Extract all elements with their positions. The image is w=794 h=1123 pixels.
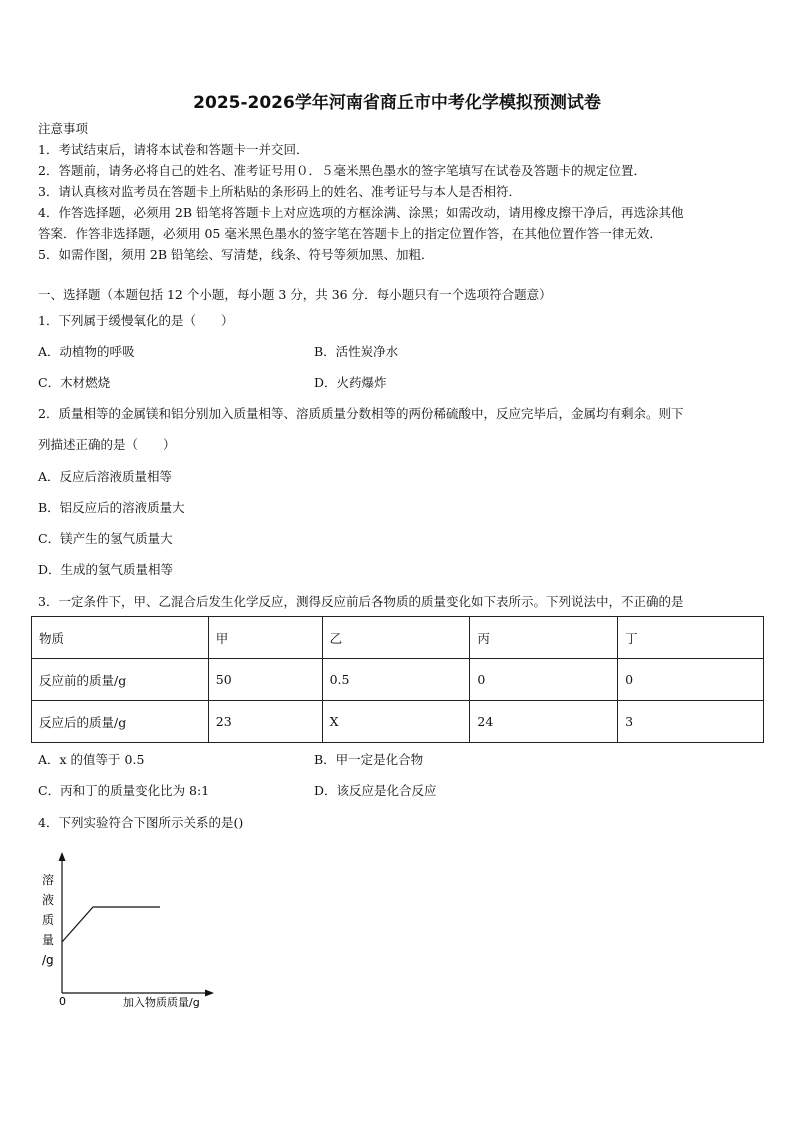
y-label-char: 质 bbox=[42, 913, 55, 927]
notice-item-5: 5．如需作图，须用 2B 铅笔绘、写清楚，线条、符号等须加黑、加粗． bbox=[38, 247, 434, 262]
q2-option-b: B．铝反应后的溶液质量大 bbox=[38, 500, 185, 515]
table-cell: 甲 bbox=[208, 617, 322, 659]
table-cell: 丙 bbox=[470, 617, 618, 659]
table-cell: 0 bbox=[470, 659, 618, 701]
y-axis-arrow-icon bbox=[59, 852, 66, 861]
origin-label: 0 bbox=[59, 995, 66, 1008]
q1-stem: 1．下列属于缓慢氧化的是（ ） bbox=[38, 313, 234, 328]
q2-option-d: D．生成的氢气质量相等 bbox=[38, 562, 174, 577]
table-row bbox=[32, 659, 764, 701]
q3-stem: 3．一定条件下，甲、乙混合后发生化学反应，测得反应前后各物质的质量变化如下表所示。下列说法中，不正确的是 bbox=[38, 594, 684, 609]
table-cell: 反应后的质量/g bbox=[32, 701, 209, 743]
table-cell: 反应前的质量/g bbox=[32, 659, 209, 701]
notice-item-1: 1．考试结束后，请将本试卷和答题卡一并交回． bbox=[38, 142, 309, 157]
page-title: 2025-2026学年河南省商丘市中考化学模拟预测试卷 bbox=[193, 93, 601, 113]
notice-item-4: 4．作答选择题，必须用 2B 铅笔将答题卡上对应选项的方框涂满、涂黑；如需改动，请用橡皮擦干净后，再选涂其他 bbox=[38, 205, 684, 220]
table-cell: 0.5 bbox=[322, 659, 470, 701]
q3-option-a: A．x 的值等于 0.5 bbox=[38, 752, 145, 767]
q2-stem-line2: 列描述正确的是（ ） bbox=[38, 437, 176, 452]
table-cell: 物质 bbox=[32, 617, 209, 659]
q1-option-d: D．火药爆炸 bbox=[314, 375, 387, 390]
notice-item-2: 2．答题前，请务必将自己的姓名、准考证号用０．５毫米黑色墨水的签字笔填写在试卷及答题卡的规定位置． bbox=[38, 163, 646, 178]
table-cell: 丁 bbox=[618, 617, 764, 659]
table-cell: X bbox=[322, 701, 470, 743]
notice-item-4-cont: 答案．作答非选择题，必须用 05 毫米黑色墨水的签字笔在答题卡上的指定位置作答，在其他位置作答一律无效． bbox=[38, 226, 662, 241]
y-label-char: 量 bbox=[42, 933, 55, 947]
y-label-char: 溶 bbox=[42, 873, 55, 887]
table-cell: 50 bbox=[208, 659, 322, 701]
table-row bbox=[32, 701, 764, 743]
table-cell: 0 bbox=[618, 659, 764, 701]
q3-option-d: D．该反应是化合反应 bbox=[314, 783, 437, 798]
q4-stem: 4．下列实验符合下图所示关系的是() bbox=[38, 815, 244, 830]
x-axis-label: 加入物质质量/g bbox=[123, 996, 200, 1009]
q1-option-b: B．活性炭净水 bbox=[314, 344, 399, 359]
table-cell: 3 bbox=[618, 701, 764, 743]
y-label-char: 液 bbox=[42, 893, 55, 907]
table-cell: 23 bbox=[208, 701, 322, 743]
q2-stem-line1: 2．质量相等的金属镁和铝分别加入质量相等、溶质质量分数相等的两份稀硫酸中，反应完毕后，金属均有剩余。则下 bbox=[38, 406, 684, 421]
notice-item-3: 3．请认真核对监考员在答题卡上所粘贴的条形码上的姓名、准考证号与本人是否相符． bbox=[38, 184, 521, 199]
notice-heading: 注意事项 bbox=[38, 121, 89, 136]
q3-data-table bbox=[31, 616, 764, 743]
section-heading: 一、选择题（本题包括 12 个小题，每小题 3 分，共 36 分．每小题只有一个选项符合题意） bbox=[38, 287, 552, 302]
q4-graph bbox=[30, 848, 230, 1018]
q2-option-a: A．反应后溶液质量相等 bbox=[38, 469, 173, 484]
x-axis-arrow-icon bbox=[205, 990, 214, 997]
q1-option-c: C．木材燃烧 bbox=[38, 375, 111, 390]
table-cell: 乙 bbox=[322, 617, 470, 659]
q3-option-c: C．丙和丁的质量变化比为 8:1 bbox=[38, 783, 210, 798]
y-label-char: /g bbox=[42, 953, 54, 967]
q1-option-a: A．动植物的呼吸 bbox=[38, 344, 135, 359]
q2-option-c: C．镁产生的氢气质量大 bbox=[38, 531, 173, 546]
q3-option-b: B．甲一定是化合物 bbox=[314, 752, 424, 767]
mass-curve bbox=[62, 907, 160, 942]
table-cell: 24 bbox=[470, 701, 618, 743]
table-row bbox=[32, 617, 764, 659]
